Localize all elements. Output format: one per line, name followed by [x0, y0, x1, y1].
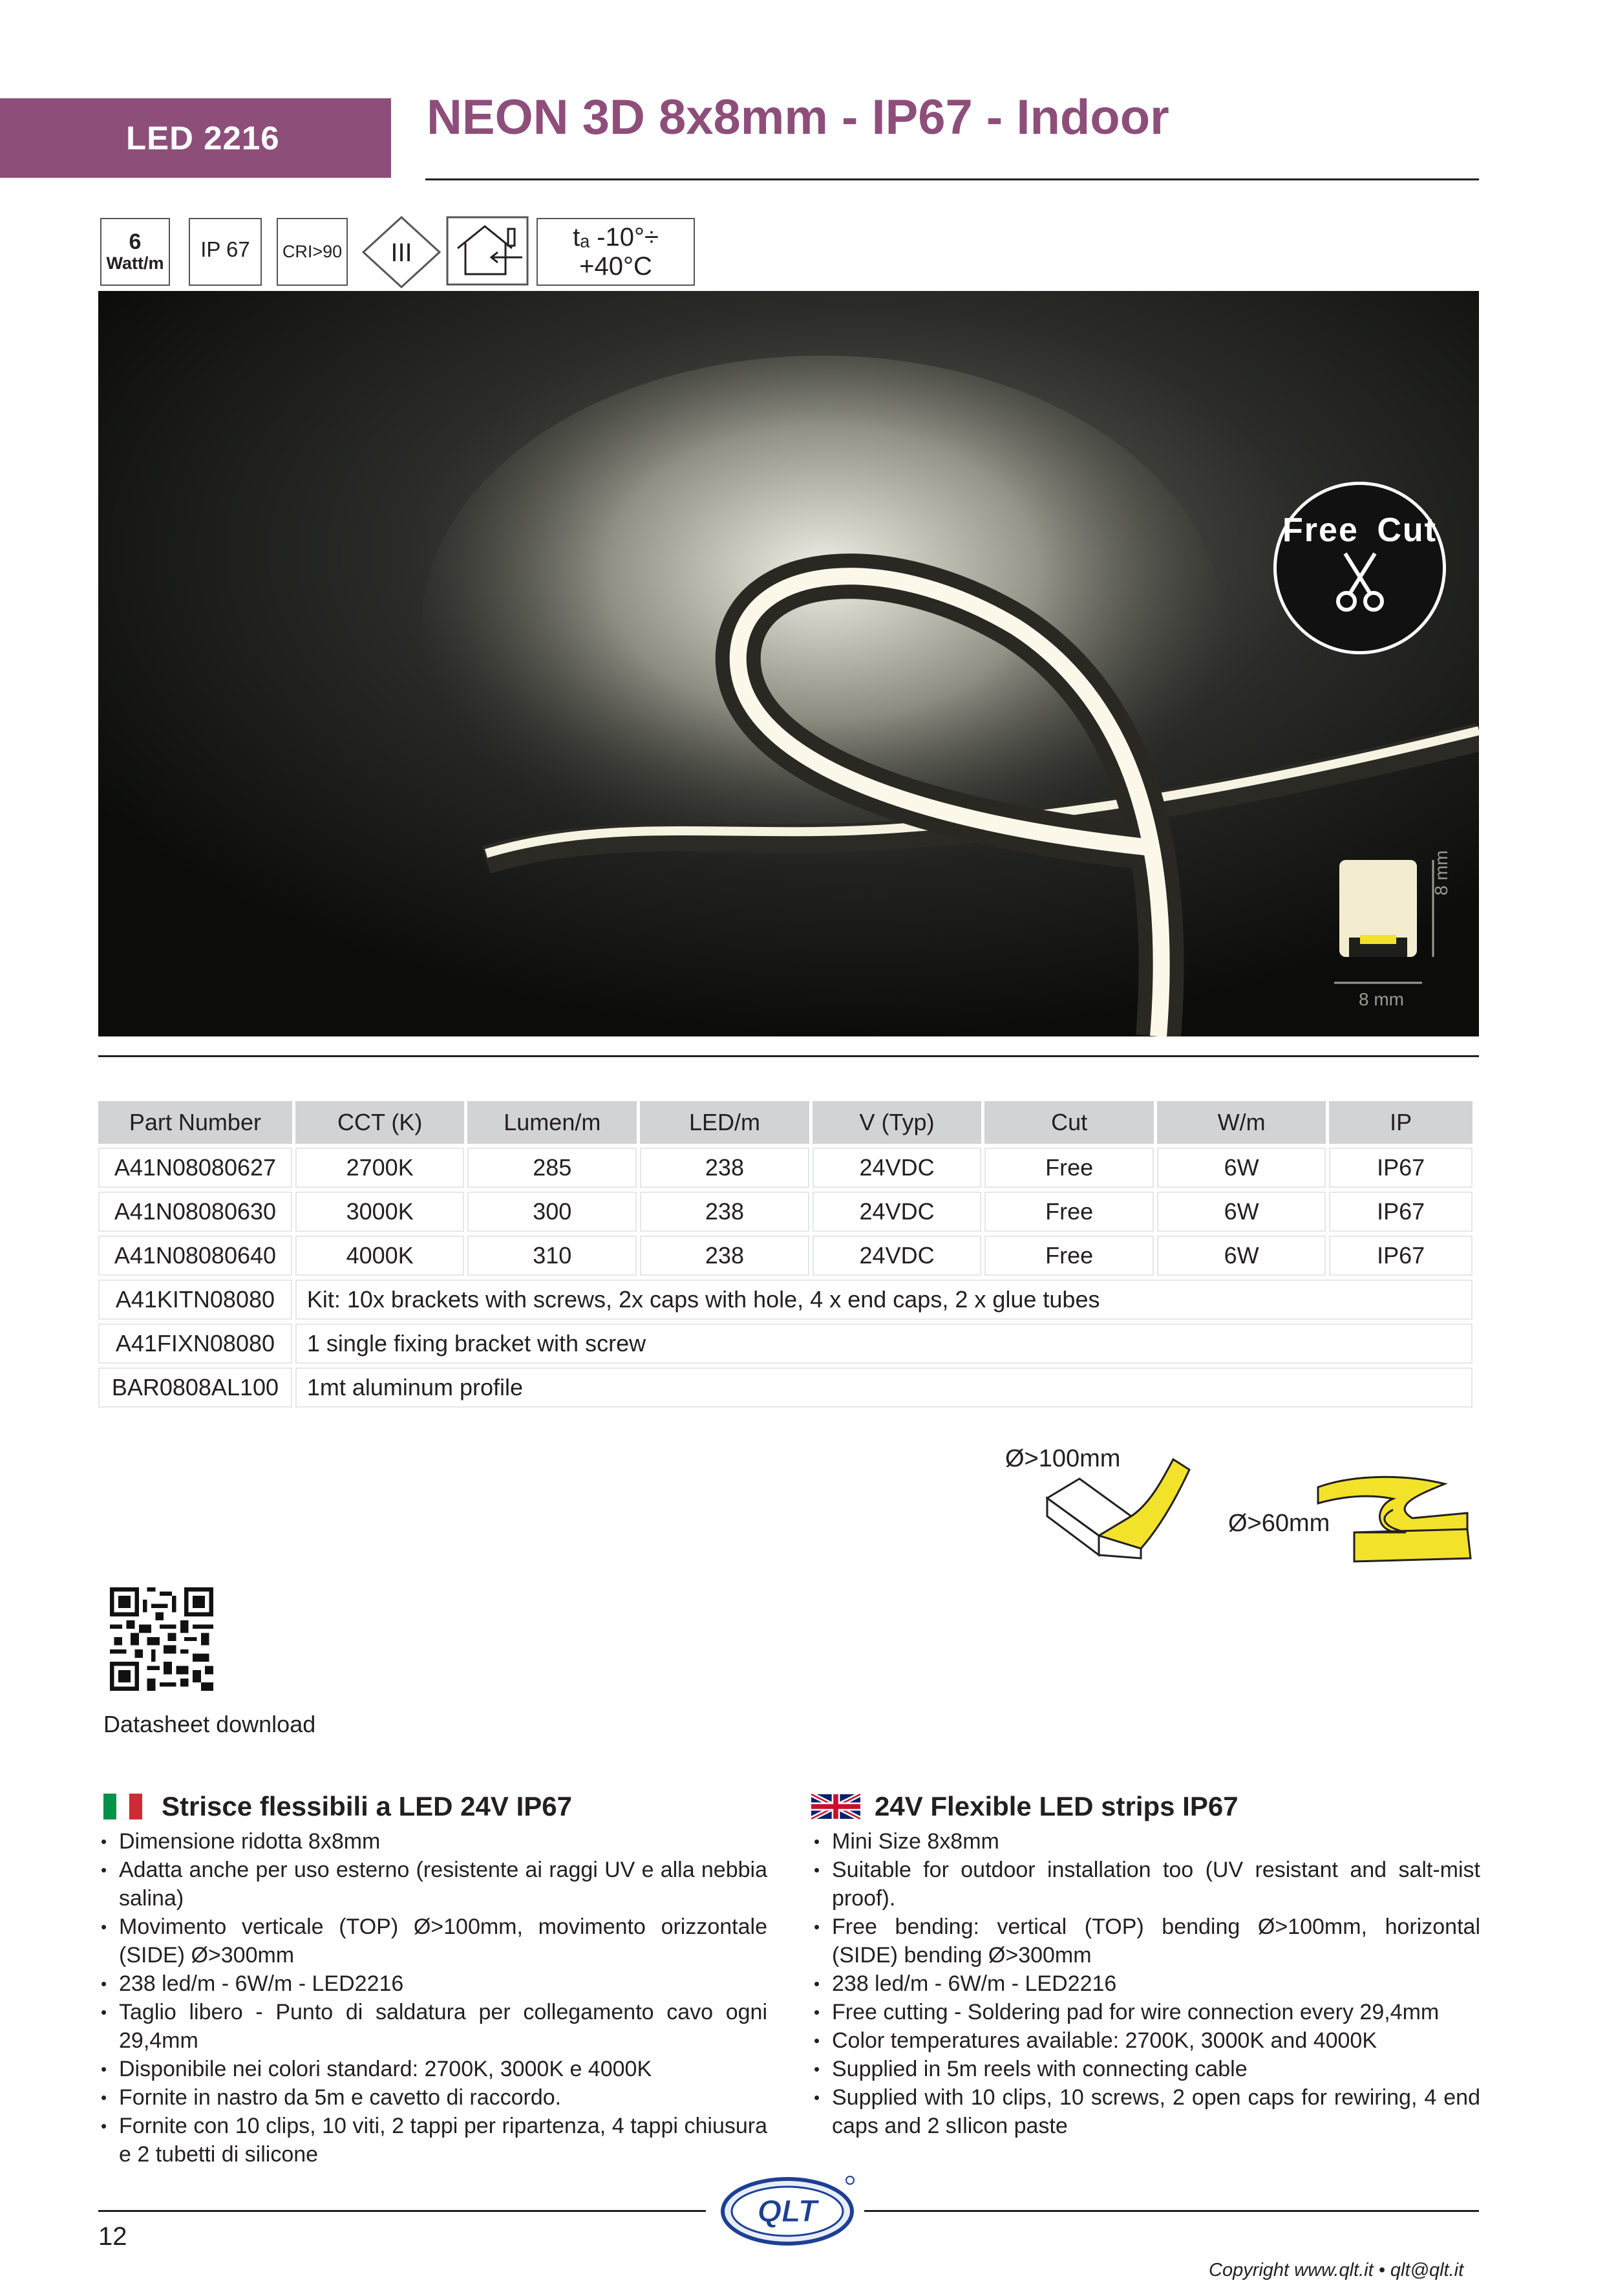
english-heading: 24V Flexible LED strips IP67 — [875, 1791, 1239, 1821]
list-item: • Free cutting - Soldering pad for wire connection every 29,4mm — [811, 1998, 1480, 2026]
logo-text: QLT — [757, 2194, 818, 2229]
list-item: • Movimento verticale (TOP) Ø>100mm, movimento orizzontale (SIDE) Ø>300mm — [98, 1913, 767, 1969]
list-item: • Fornite con 10 clips, 10 viti, 2 tappi per ripartenza, 4 tappi chiusura e 2 tubetti di silicone — [98, 2112, 767, 2169]
ip-rating-box: IP 67 — [189, 218, 262, 286]
table-cell: 4000K — [295, 1236, 465, 1276]
column-header: W/m — [1157, 1101, 1326, 1144]
horizontal-bend-label: Ø>60mm — [1228, 1510, 1330, 1537]
table-cell: A41N08080640 — [98, 1236, 292, 1276]
table-cell: IP67 — [1329, 1148, 1472, 1188]
table-row — [98, 1368, 1472, 1408]
table-cell: 2700K — [295, 1148, 465, 1188]
qr-code[interactable] — [110, 1587, 213, 1691]
ambient-temperature-box: tₐ -10°÷ +40°C — [537, 218, 695, 286]
footer-divider-right — [864, 2210, 1479, 2212]
product-code: LED 2216 — [126, 120, 280, 156]
table-cell: 3000K — [295, 1192, 465, 1232]
parts-table — [95, 1097, 1476, 1411]
list-item: • Disponibile nei colori standard: 2700K, 3000K e 4000K — [98, 2055, 767, 2083]
table-cell: A41FIXN08080 — [98, 1324, 292, 1364]
table-cell: 285 — [467, 1148, 637, 1188]
page-number: 12 — [98, 2222, 127, 2251]
table-cell: 300 — [467, 1192, 637, 1232]
product-code-band — [0, 98, 391, 178]
table-cell: 6W — [1157, 1236, 1326, 1276]
power-value: 6 — [129, 229, 142, 254]
column-header: IP — [1329, 1101, 1472, 1144]
column-header: CCT (K) — [295, 1101, 465, 1144]
table-cell: Free — [984, 1148, 1154, 1188]
column-header: Cut — [984, 1101, 1154, 1144]
table-row — [98, 1324, 1472, 1364]
list-item: • 238 led/m - 6W/m - LED2216 — [811, 1969, 1480, 1998]
table-cell: 24VDC — [813, 1192, 982, 1232]
english-feature-list — [811, 1827, 1480, 2140]
column-header: LED/m — [640, 1101, 809, 1144]
english-section — [811, 1791, 1480, 2140]
list-item: • Taglio libero - Punto di saldatura per collegamento cavo ogni 29,4mm — [98, 1998, 767, 2055]
list-item: • Fornite in nastro da 5m e cavetto di raccordo. — [98, 2083, 767, 2112]
scissors-icon — [1331, 550, 1389, 614]
table-cell: 1 single fixing bracket with screw — [295, 1324, 1472, 1364]
vertical-bend-label: Ø>100mm — [1005, 1445, 1121, 1472]
page-title: NEON 3D 8x8mm - IP67 - Indoor — [427, 90, 1169, 145]
table-header-row — [98, 1101, 1472, 1144]
list-item: • Free bending: vertical (TOP) bending Ø>100mm, horizontal (SIDE) bending Ø>300mm — [811, 1913, 1480, 1969]
qlt-logo — [718, 2174, 860, 2248]
column-header: Lumen/m — [467, 1101, 637, 1144]
copyright-text: Copyright www.qlt.it • qlt@qlt.it — [1209, 2260, 1464, 2280]
table-cell: 310 — [467, 1236, 637, 1276]
section-divider — [98, 1055, 1479, 1057]
footer-divider-left — [98, 2210, 706, 2212]
table-cell: A41N08080630 — [98, 1192, 292, 1232]
table-cell: 238 — [640, 1192, 809, 1232]
profile-height-label: 8 mm — [1431, 850, 1451, 896]
italian-feature-list — [98, 1827, 767, 2169]
table-cell: 1mt aluminum profile — [295, 1368, 1472, 1408]
table-row — [98, 1192, 1472, 1232]
list-item: • Supplied with 10 clips, 10 screws, 2 open caps for rewiring, 4 end caps and 2 sIlicon paste — [811, 2083, 1480, 2140]
list-item: • Supplied in 5m reels with connecting cable — [811, 2055, 1480, 2083]
power-spec-box — [100, 218, 170, 286]
italian-heading: Strisce flessibili a LED 24V IP67 — [162, 1791, 572, 1821]
italian-section — [98, 1791, 767, 2169]
list-item: • Suitable for outdoor installation too (UV resistant and salt-mist proof). — [811, 1856, 1480, 1913]
table-cell: A41N08080627 — [98, 1148, 292, 1188]
title-divider — [425, 178, 1479, 180]
table-row — [98, 1236, 1472, 1276]
uk-flag-icon — [811, 1794, 860, 1819]
table-row — [98, 1280, 1472, 1320]
table-row — [98, 1148, 1472, 1188]
list-item: • Dimensione ridotta 8x8mm — [98, 1827, 767, 1856]
list-item: • Color temperatures available: 2700K, 3000K and 4000K — [811, 2026, 1480, 2055]
neon-strip-illustration — [98, 291, 1479, 1036]
free-cut-badge — [1273, 482, 1446, 654]
table-cell: 6W — [1157, 1148, 1326, 1188]
safety-class-label: III — [390, 239, 412, 267]
vertical-bend-diagram — [1034, 1452, 1202, 1561]
qr-caption: Datasheet download — [103, 1711, 316, 1737]
column-header: V (Typ) — [813, 1101, 982, 1144]
table-cell: 24VDC — [813, 1236, 982, 1276]
profile-width-label: 8 mm — [1359, 989, 1404, 1009]
table-cell: Free — [984, 1236, 1154, 1276]
column-header: Part Number — [98, 1101, 292, 1144]
power-unit: Watt/m — [106, 253, 164, 274]
table-cell: BAR0808AL100 — [98, 1368, 292, 1408]
list-item: • Adatta anche per uso esterno (resistente ai raggi UV e alla nebbia salina) — [98, 1856, 767, 1913]
list-item: • Mini Size 8x8mm — [811, 1827, 1480, 1856]
table-cell: 6W — [1157, 1192, 1326, 1232]
horizontal-bend-diagram — [1315, 1468, 1480, 1565]
list-item: • 238 led/m - 6W/m - LED2216 — [98, 1969, 767, 1998]
italy-flag-icon — [98, 1794, 147, 1819]
product-photo — [98, 291, 1479, 1036]
table-cell: Kit: 10x brackets with screws, 2x caps with hole, 4 x end caps, 2 x glue tubes — [295, 1280, 1472, 1320]
indoor-house-icon — [446, 215, 529, 287]
table-cell: A41KITN08080 — [98, 1280, 292, 1320]
table-cell: 238 — [640, 1236, 809, 1276]
table-cell: 238 — [640, 1148, 809, 1188]
table-cell: 24VDC — [813, 1148, 982, 1188]
cri-box: CRI>90 — [277, 218, 348, 286]
free-cut-label: Free Cut — [1282, 511, 1437, 549]
table-cell: IP67 — [1329, 1192, 1472, 1232]
safety-class-icon — [361, 215, 442, 290]
table-cell: IP67 — [1329, 1236, 1472, 1276]
table-cell: Free — [984, 1192, 1154, 1232]
